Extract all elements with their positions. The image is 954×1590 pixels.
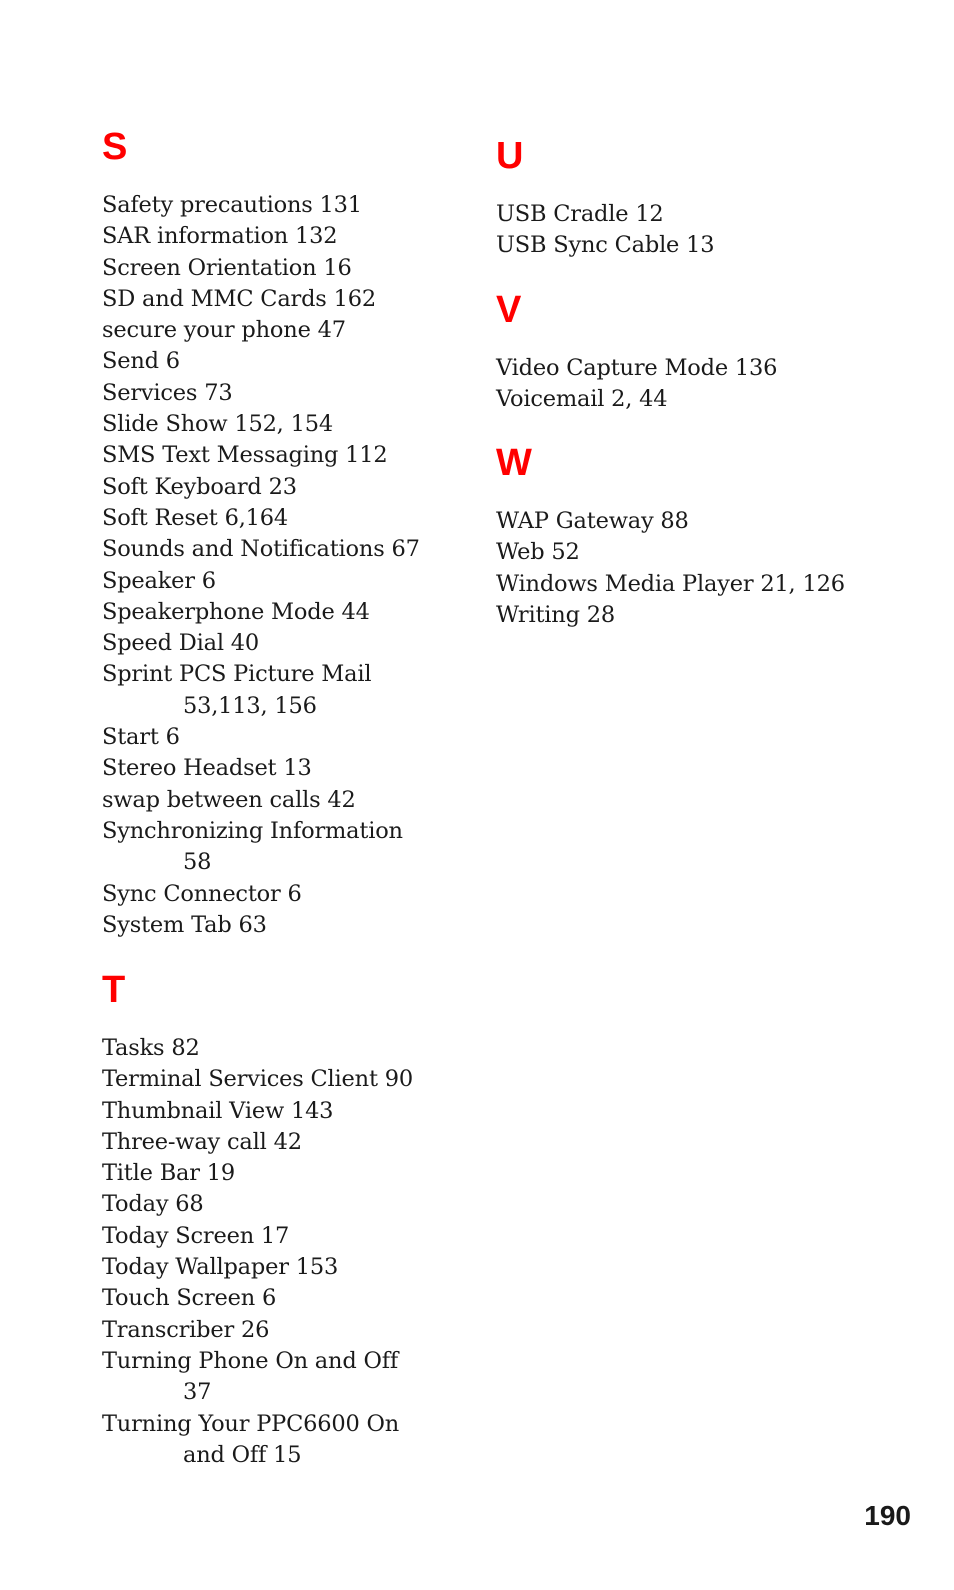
index-entry: SAR information 132: [102, 223, 338, 250]
section-letter-v: V: [496, 289, 522, 331]
index-entry: Today Screen 17: [102, 1222, 290, 1249]
index-entry: Soft Reset 6,164: [102, 504, 289, 531]
index-entry-continuation: [102, 847, 420, 878]
index-entry: Terminal Services Client 90: [102, 1066, 413, 1093]
index-entry-pages: 37: [183, 1379, 212, 1406]
index-entry: Synchronizing Information: [102, 817, 403, 844]
index-entry: Tasks 82: [102, 1035, 200, 1061]
section-letter-s: S: [102, 126, 128, 168]
index-entry: Sync Connector 6: [102, 880, 302, 907]
index-section-s: [102, 127, 420, 941]
index-entry: Sprint PCS Picture Mail: [102, 661, 372, 688]
index-entry: Screen Orientation 16: [102, 254, 352, 281]
index-entry: Thumbnail View 143: [102, 1097, 334, 1124]
index-entry: Turning Your PPC6600 On: [102, 1410, 400, 1437]
index-entries-w: [496, 506, 845, 631]
index-entry: Start 6: [102, 724, 180, 751]
index-entry: Video Capture Mode 136: [496, 355, 778, 381]
index-entry: Today Wallpaper 153: [102, 1254, 339, 1281]
index-entry: Sounds and Notifications 67: [102, 536, 420, 563]
index-entry: Speed Dial 40: [102, 630, 260, 657]
index-entry: USB Sync Cable 13: [496, 232, 715, 259]
index-section-u: [496, 136, 714, 262]
section-letter-w: W: [496, 442, 532, 484]
index-entry: Soft Keyboard 23: [102, 473, 297, 500]
index-entry-continuation: [102, 691, 420, 722]
index-entry: Services 73: [102, 379, 233, 406]
index-entry: SMS Text Messaging 112: [102, 442, 388, 469]
index-entry: Writing 28: [496, 601, 615, 628]
index-entry: Send 6: [102, 348, 180, 375]
index-entries-u: [496, 199, 714, 262]
page-number: 190: [864, 1500, 911, 1531]
index-entry: Slide Show 152, 154: [102, 411, 333, 438]
index-entry-pages: 53,113, 156: [183, 692, 317, 719]
index-entry-continuation: [102, 1440, 413, 1471]
index-entry: secure your phone 47: [102, 317, 346, 344]
index-entry-pages: 58: [183, 849, 212, 876]
index-entry: Transcriber 26: [102, 1316, 270, 1343]
index-section-w: [496, 443, 845, 631]
index-entry-continuation: [102, 1377, 413, 1408]
index-entries-s: [102, 190, 420, 941]
index-entry: Voicemail 2, 44: [496, 386, 668, 413]
index-entry: Three-way call 42: [102, 1128, 302, 1155]
index-entry: USB Cradle 12: [496, 201, 664, 227]
index-entry: Touch Screen 6: [102, 1285, 277, 1312]
index-entry: swap between calls 42: [102, 786, 356, 813]
index-entries-t: [102, 1033, 413, 1471]
index-entry: Speaker 6: [102, 567, 216, 594]
index-entry: Today 68: [102, 1191, 204, 1218]
index-entry-pages: and Off 15: [183, 1441, 302, 1468]
index-entry: Title Bar 19: [102, 1160, 235, 1187]
index-entry: Windows Media Player 21, 126: [496, 570, 845, 597]
index-entry: Web 52: [496, 539, 580, 566]
index-entry: Speakerphone Mode 44: [102, 598, 370, 625]
index-entry: System Tab 63: [102, 911, 267, 938]
index-section-t: [102, 970, 413, 1471]
index-entry: WAP Gateway 88: [496, 508, 689, 534]
section-letter-t: T: [102, 969, 126, 1011]
index-entries-v: [496, 353, 777, 416]
index-entry: Safety precautions 131: [102, 192, 362, 218]
index-entry: Turning Phone On and Off: [102, 1347, 398, 1374]
index-entry: SD and MMC Cards 162: [102, 285, 376, 312]
section-letter-u: U: [496, 135, 524, 177]
index-section-v: [496, 290, 777, 416]
index-entry: Stereo Headset 13: [102, 755, 312, 782]
